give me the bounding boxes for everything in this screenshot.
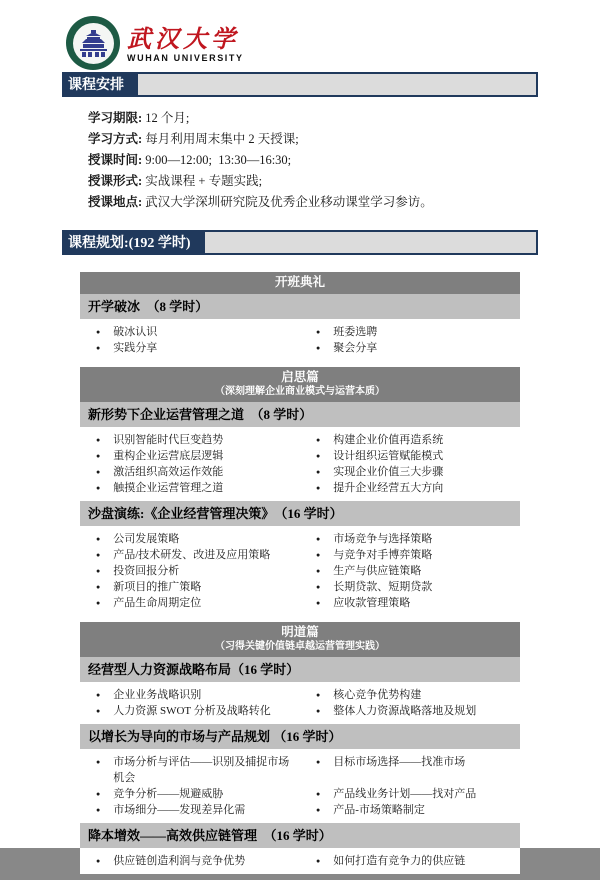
section-title: 启思篇 [281, 370, 319, 384]
bullet-cell-right [300, 547, 520, 563]
bullet-icon: ● [96, 857, 101, 865]
bullet-icon: ● [316, 452, 321, 460]
course-title-row: 降本增效——高效供应链管理 （16 学时） [80, 823, 520, 848]
university-seal-icon [66, 16, 120, 70]
course-section [80, 622, 520, 874]
bullet-icon: ● [316, 758, 321, 766]
bullet-icon: ● [316, 583, 321, 591]
bullet-cell-right [300, 579, 520, 595]
bullet-icon: ● [96, 452, 101, 460]
bullet-icon: ● [316, 468, 321, 476]
bullet-icon: ● [96, 583, 101, 591]
bullet-icon: ● [96, 484, 101, 492]
bullet-row [80, 432, 520, 448]
bullet-icon: ● [316, 344, 321, 352]
university-wordmark [127, 23, 244, 64]
bullet-cell-right [300, 703, 520, 719]
bullet-text: 产品线业务计划——找对产品 [333, 788, 477, 800]
bullet-icon: ● [96, 599, 101, 607]
bullet-row [80, 579, 520, 595]
bullet-text: 产品/技术研发、改进及应用策略 [113, 549, 271, 561]
bullet-icon: ● [316, 599, 321, 607]
bullet-text: 人力资源 SWOT 分析及战略转化 [113, 705, 271, 717]
bullet-cell-left [80, 547, 300, 563]
bullet-text: 产品-市场策略制定 [333, 804, 425, 816]
course-title-row: 开学破冰 （8 学时） [80, 294, 520, 319]
info-label: 授课地点: [88, 195, 143, 209]
bullet-row [80, 687, 520, 703]
seal-inner [73, 23, 114, 64]
bullet-text: 投资回报分析 [113, 565, 180, 577]
section-title: 明道篇 [281, 625, 319, 639]
info-value: 12 个月; [142, 111, 190, 125]
bullet-cell-left [80, 754, 300, 786]
section-subtitle: （习得关键价值链卓越运营管理实践） [215, 641, 385, 652]
bullet-list [80, 319, 520, 361]
bullet-row [80, 853, 520, 869]
bullet-cell-right [300, 480, 520, 496]
info-value: 实战课程 + 专题实践; [142, 174, 263, 188]
bullet-cell-right [300, 432, 520, 448]
banner-course-plan-title: 课程规划:(192 学时) [62, 230, 205, 255]
university-name-en: WUHAN UNIVERSITY [127, 52, 244, 63]
bullet-icon: ● [316, 707, 321, 715]
bullet-row [80, 480, 520, 496]
info-list [88, 108, 433, 213]
bullet-cell-right [300, 340, 520, 356]
course-title-row: 经营型人力资源战略布局（16 学时） [80, 657, 520, 682]
course-section [80, 272, 520, 361]
bullet-cell-left [80, 595, 300, 611]
bullet-text: 构建企业价值再造系统 [333, 434, 444, 446]
bullet-text: 新项目的推广策略 [113, 581, 202, 593]
bullet-text: 重构企业运营底层逻辑 [113, 450, 224, 462]
banner-course-arrangement [62, 72, 538, 97]
bullet-row [80, 786, 520, 802]
bullet-icon: ● [96, 806, 101, 814]
bullet-cell-left [80, 480, 300, 496]
course-section [80, 367, 520, 616]
bullet-icon: ● [96, 790, 101, 798]
bullet-cell-left [80, 703, 300, 719]
bullet-cell-left [80, 579, 300, 595]
bullet-cell-left [80, 448, 300, 464]
bullet-text: 产品生命周期定位 [113, 597, 202, 609]
bullet-icon: ● [96, 535, 101, 543]
bullet-list [80, 526, 520, 616]
bullet-text: 目标市场选择——找准市场 [333, 756, 466, 768]
info-label: 学习期限: [88, 111, 143, 125]
bullet-text: 破冰认识 [113, 326, 158, 338]
bullet-text: 市场竞争与选择策略 [333, 533, 433, 545]
bullet-icon: ● [96, 468, 101, 476]
bullet-text: 实践分享 [113, 342, 158, 354]
info-row [88, 129, 433, 150]
bullet-cell-left [80, 324, 300, 340]
bullet-icon: ● [316, 567, 321, 575]
bullet-icon: ● [96, 328, 101, 336]
bullet-list [80, 682, 520, 724]
info-label: 学习方式: [88, 132, 143, 146]
info-label: 授课形式: [88, 174, 143, 188]
section-subtitle: （深刻理解企业商业模式与运营本质） [215, 386, 385, 397]
info-value: 9:00—12:00; 13:30—16:30; [142, 153, 292, 167]
bullet-icon: ● [96, 344, 101, 352]
bullet-text: 供应链创造利润与竞争优势 [113, 855, 246, 867]
bullet-cell-right [300, 563, 520, 579]
bullet-text: 企业业务战略识别 [113, 689, 202, 701]
bullet-icon: ● [96, 707, 101, 715]
bullet-text: 识别智能时代巨变趋势 [113, 434, 224, 446]
bullet-cell-right [300, 802, 520, 818]
bullet-list [80, 749, 520, 823]
bullet-icon: ● [96, 436, 101, 444]
bullet-cell-right [300, 464, 520, 480]
bullet-text: 实现企业价值三大步骤 [333, 466, 444, 478]
info-value: 每月利用周末集中 2 天授课; [142, 132, 299, 146]
bullet-text: 提升企业经营五大方向 [333, 482, 444, 494]
bullet-text: 如何打造有竞争力的供应链 [333, 855, 466, 867]
section-header [80, 367, 520, 402]
bullet-icon: ● [96, 567, 101, 575]
university-name-cn: 武汉大学 [127, 26, 239, 53]
bullet-icon: ● [316, 691, 321, 699]
bullet-cell-left [80, 687, 300, 703]
bullet-cell-right [300, 531, 520, 547]
bullet-text: 长期贷款、短期贷款 [333, 581, 433, 593]
bullet-cell-left [80, 531, 300, 547]
course-title-row: 沙盘演练:《企业经营管理决策》 （16 学时） [80, 501, 520, 526]
info-row [88, 192, 433, 213]
bullet-row [80, 324, 520, 340]
course-title-row: 新形势下企业运营管理之道 （8 学时） [80, 402, 520, 427]
course-table [80, 272, 520, 880]
bullet-icon: ● [316, 857, 321, 865]
bullet-row [80, 547, 520, 563]
bullet-icon: ● [96, 551, 101, 559]
bullet-text: 市场分析与评估——识别及捕捉市场机会 [113, 756, 290, 784]
bullet-cell-right [300, 786, 520, 802]
bullet-icon: ● [96, 691, 101, 699]
bullet-text: 激活组织高效运作效能 [113, 466, 224, 478]
bullet-icon: ● [316, 436, 321, 444]
university-logo [66, 16, 244, 70]
bullet-cell-left [80, 464, 300, 480]
bullet-icon: ● [316, 484, 321, 492]
banner-course-arrangement-title: 课程安排 [62, 72, 138, 97]
bullet-cell-right [300, 853, 520, 869]
library-building-icon [78, 29, 109, 57]
bullet-cell-left [80, 853, 300, 869]
bullet-icon: ● [96, 758, 101, 766]
bullet-list [80, 848, 520, 874]
bullet-text: 公司发展策略 [113, 533, 180, 545]
info-label: 授课时间: [88, 153, 143, 167]
bullet-text: 与竞争对手博弈策略 [333, 549, 433, 561]
section-title: 开班典礼 [274, 275, 325, 289]
bullet-text: 生产与供应链策略 [333, 565, 422, 577]
bullet-row [80, 448, 520, 464]
bullet-cell-left [80, 802, 300, 818]
bullet-row [80, 595, 520, 611]
bullet-text: 班委选聘 [333, 326, 378, 338]
banner-course-plan [62, 230, 538, 255]
bullet-row [80, 464, 520, 480]
bullet-text: 市场细分——发现差异化需 [113, 804, 246, 816]
bullet-row [80, 703, 520, 719]
bullet-text: 设计组织运管赋能模式 [333, 450, 444, 462]
section-header [80, 622, 520, 657]
bullet-row [80, 563, 520, 579]
section-header [80, 272, 520, 294]
bullet-text: 聚会分享 [333, 342, 378, 354]
bullet-row [80, 754, 520, 786]
bullet-row [80, 531, 520, 547]
bullet-icon: ● [316, 551, 321, 559]
bullet-cell-right [300, 324, 520, 340]
info-value: 武汉大学深圳研究院及优秀企业移动课堂学习参访。 [142, 195, 433, 209]
bullet-text: 竞争分析——规避威胁 [113, 788, 224, 800]
info-row [88, 171, 433, 192]
bullet-cell-left [80, 432, 300, 448]
bullet-row [80, 340, 520, 356]
bullet-icon: ● [316, 535, 321, 543]
bullet-icon: ● [316, 806, 321, 814]
info-row [88, 108, 433, 129]
bullet-cell-right [300, 448, 520, 464]
bullet-cell-right [300, 595, 520, 611]
bullet-cell-right [300, 754, 520, 786]
course-title-row: 以增长为导向的市场与产品规划 （16 学时） [80, 724, 520, 749]
bullet-text: 触摸企业运营管理之道 [113, 482, 224, 494]
bullet-list [80, 427, 520, 501]
bullet-cell-left [80, 340, 300, 356]
bullet-text: 整体人力资源战略落地及规划 [333, 705, 477, 717]
bullet-row [80, 802, 520, 818]
bullet-icon: ● [316, 328, 321, 336]
info-row [88, 150, 433, 171]
bullet-cell-right [300, 687, 520, 703]
bullet-cell-left [80, 786, 300, 802]
bullet-cell-left [80, 563, 300, 579]
bullet-text: 核心竞争优势构建 [333, 689, 422, 701]
bullet-text: 应收款管理策略 [333, 597, 411, 609]
bullet-icon: ● [316, 790, 321, 798]
